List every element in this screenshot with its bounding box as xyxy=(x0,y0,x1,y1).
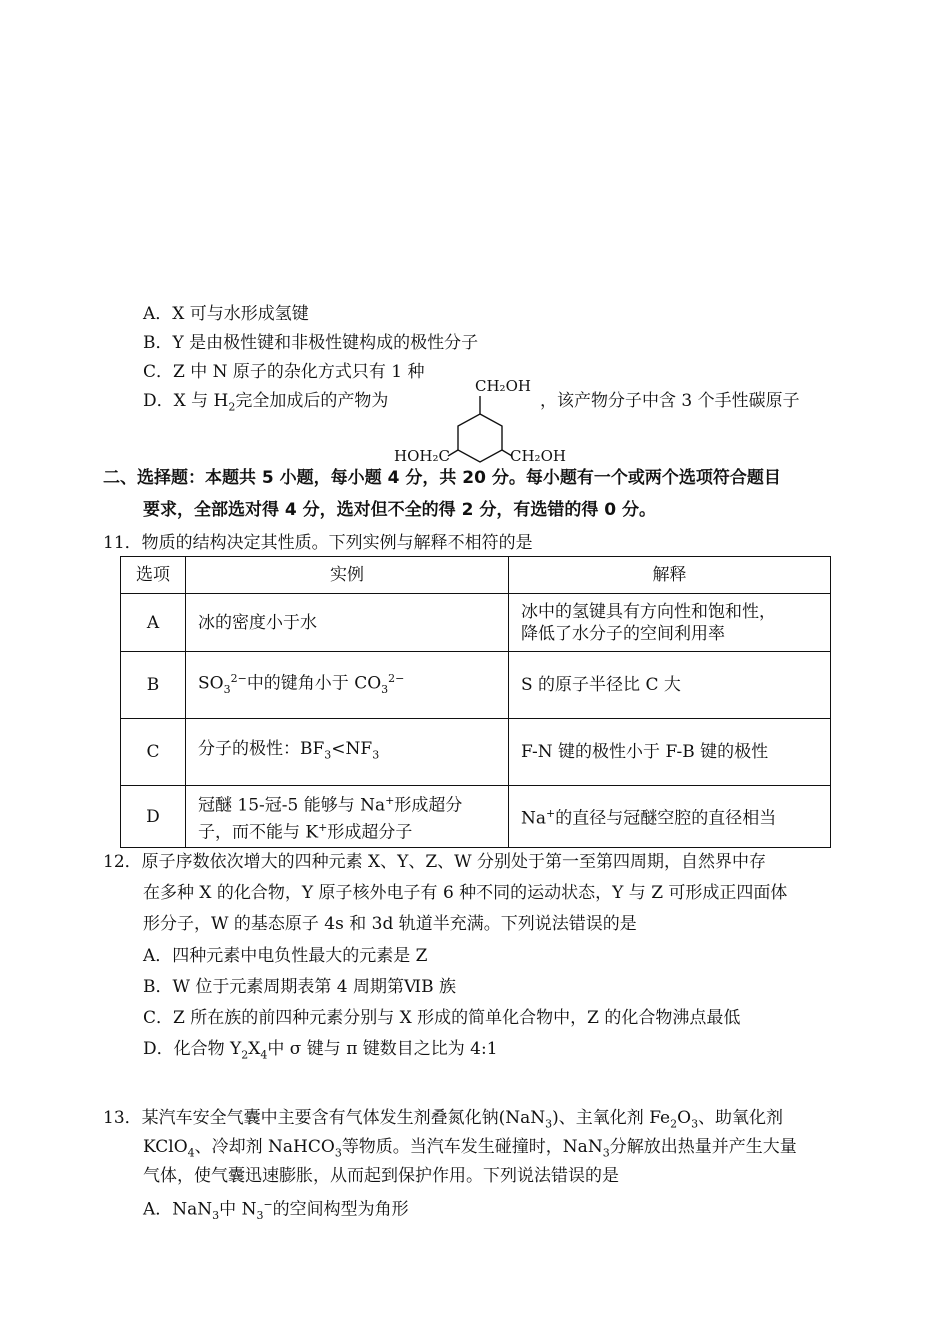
row-option: A xyxy=(121,594,186,652)
row-option: D xyxy=(121,786,186,848)
q12-option-d: D．化合物 $Y_2X_4$中 σ 键与 π 键数目之比为 4:1 xyxy=(143,1039,498,1062)
table-row xyxy=(121,719,831,786)
row-example: 分子的极性：$BF_3<NF_3$ xyxy=(186,719,509,786)
table-header-row xyxy=(121,557,831,594)
row-explanation: Na+的直径与冠醚空腔的直径相当 xyxy=(509,786,831,848)
q12-option-c: C．Z 所在族的前四种元素分别与 X 形成的简单化合物中，Z 的化合物沸点最低 xyxy=(143,1008,741,1028)
header-explanation: 解释 xyxy=(509,557,831,594)
q13-stem-line1: 13．某汽车安全气囊中主要含有气体发生剂叠氮化钠(NaN$_3$)、主氧化剂 $Fe_2O_3$、助氧化剂 xyxy=(103,1108,784,1131)
row-explanation: S 的原子半径比 C 大 xyxy=(509,652,831,719)
q12-option-b: B．W 位于元素周期表第 4 周期第ⅥB 族 xyxy=(143,977,456,997)
q12-option-a: A．四种元素中电负性最大的元素是 Z xyxy=(143,946,428,966)
structure-left-group: HOH₂C xyxy=(394,447,450,464)
row-option: B xyxy=(121,652,186,719)
row-explanation: F-N 键的极性小于 F-B 键的极性 xyxy=(509,719,831,786)
q10-option-c: C．Z 中 N 原子的杂化方式只有 1 种 xyxy=(143,362,425,382)
row-option: C xyxy=(121,719,186,786)
q10-option-d-tail: ，该产物分子中含 3 个手性碳原子 xyxy=(540,391,800,411)
header-option: 选项 xyxy=(121,557,186,594)
table-row xyxy=(121,786,831,848)
q13-stem-line3: 气体，使气囊迅速膨胀，从而起到保护作用。下列说法错误的是 xyxy=(143,1166,619,1186)
q11-stem: 11．物质的结构决定其性质。下列实例与解释不相符的是 xyxy=(103,533,533,553)
q10-option-d: D．X 与 $H_2$完全加成后的产物为 xyxy=(143,391,389,414)
cyclohexane-structure xyxy=(390,372,580,464)
table-row xyxy=(121,652,831,719)
q10-option-a: A．X 可与水形成氢键 xyxy=(143,304,309,324)
structure-top-group: CH₂OH xyxy=(475,377,531,395)
table-row xyxy=(121,594,831,652)
row-example: $SO_3^{2-}$中的键角小于 $CO_3^{2-}$ xyxy=(186,652,509,719)
q10-option-b: B．Y 是由极性键和非极性键构成的极性分子 xyxy=(143,333,479,353)
q12-stem-line3: 形分子，W 的基态原子 4s 和 3d 轨道半充满。下列说法错误的是 xyxy=(143,914,637,934)
section2-heading-cont: 要求，全部选对得 4 分，选对但不全的得 2 分，有选错的得 0 分。 xyxy=(143,500,656,520)
row-example: 冠醚 15-冠-5 能够与 Na+形成超分 子，而不能与 K+形成超分子 xyxy=(186,786,509,848)
q13-option-a: A．NaN$_3$中 $N_3^-$的空间构型为角形 xyxy=(143,1198,409,1223)
row-explanation: 冰中的氢键具有方向性和饱和性， 降低了水分子的空间利用率 xyxy=(509,594,831,652)
row-example: 冰的密度小于水 xyxy=(186,594,509,652)
structure-right-group: CH₂OH xyxy=(510,447,566,464)
q13-stem-line2: KClO$_4$、冷却剂 NaHCO$_3$等物质。当汽车发生碰撞时，NaN$_3$分解放出热量并产生大量 xyxy=(143,1137,797,1160)
q12-stem-line2: 在多种 X 的化合物，Y 原子核外电子有 6 种不同的运动状态，Y 与 Z 可形成正四面体 xyxy=(143,883,788,903)
header-example: 实例 xyxy=(186,557,509,594)
q11-table xyxy=(120,556,831,848)
q12-stem-line1: 12．原子序数依次增大的四种元素 X、Y、Z、W 分别处于第一至第四周期，自然界中存 xyxy=(103,852,767,872)
section2-heading: 二、选择题：本题共 5 小题，每小题 4 分，共 20 分。每小题有一个或两个选项符合题目 xyxy=(103,468,781,488)
